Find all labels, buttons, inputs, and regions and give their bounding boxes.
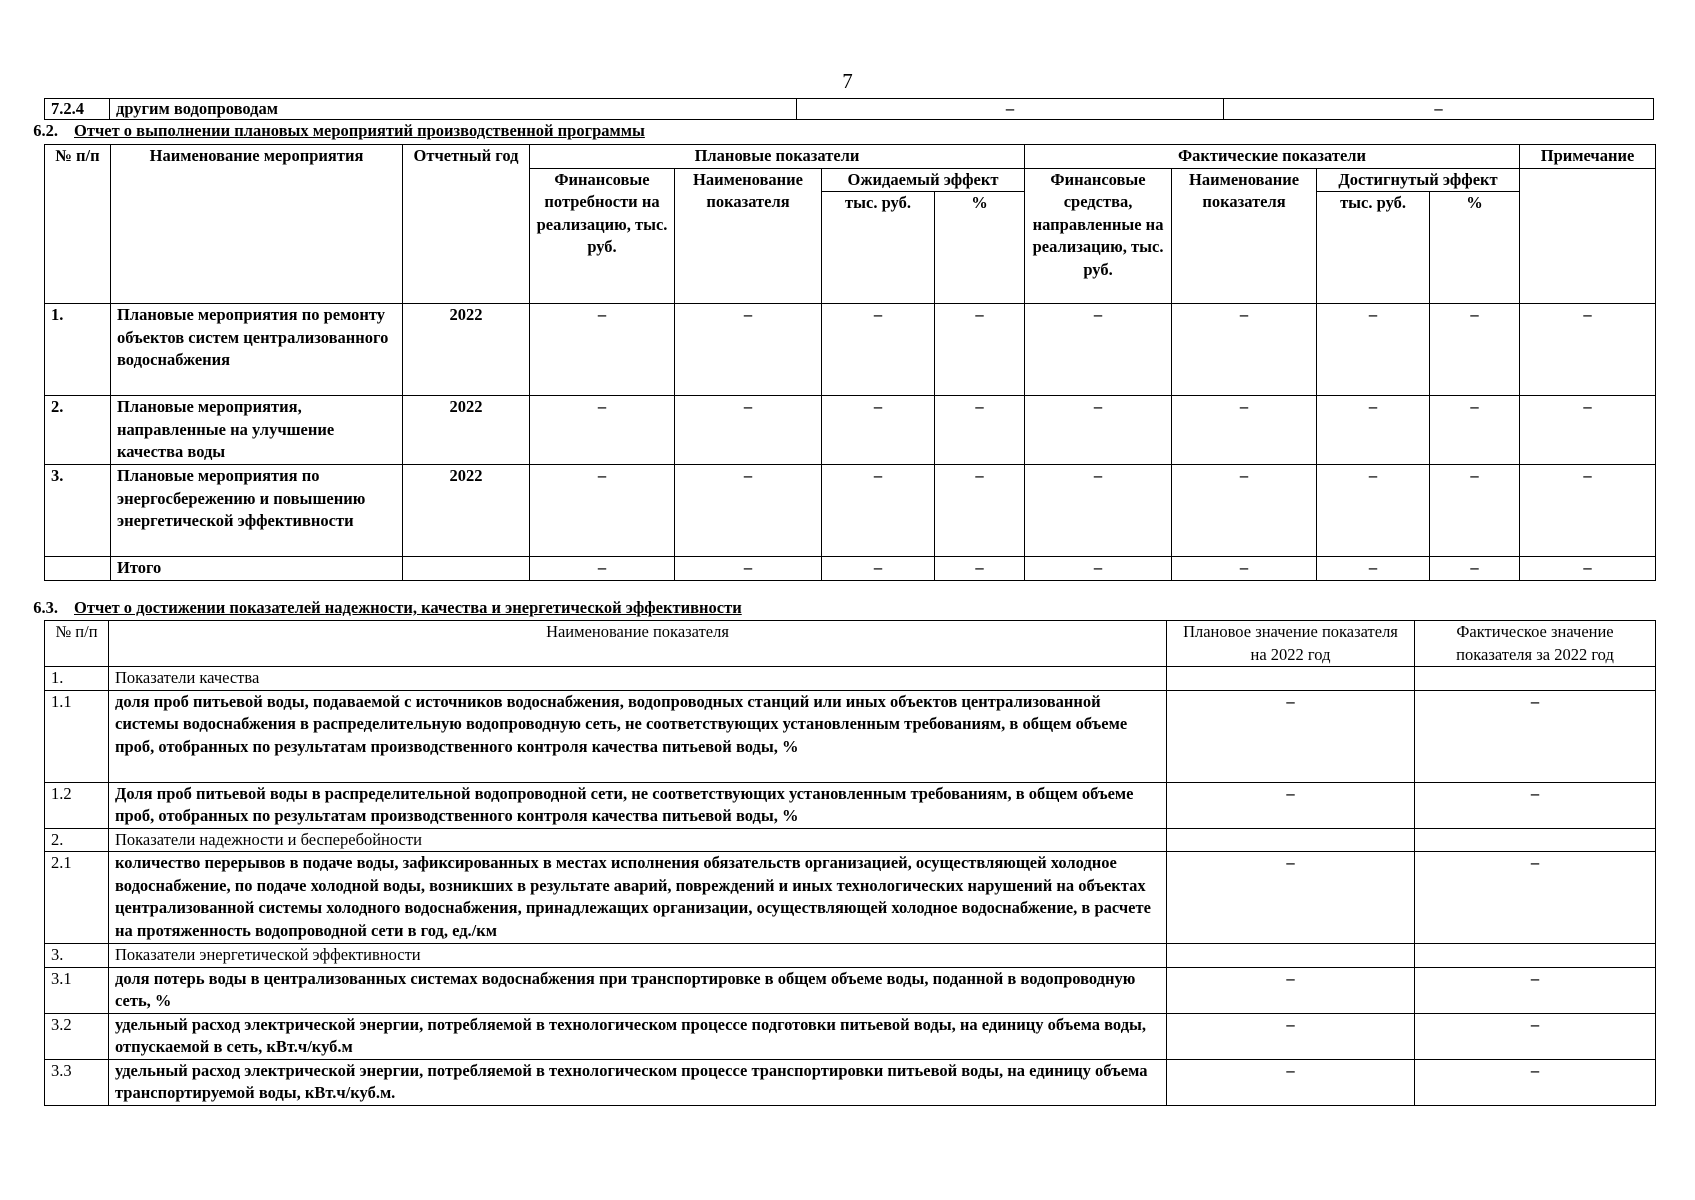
row-value: –	[797, 99, 1224, 120]
value-cell: –	[1317, 396, 1430, 465]
value-cell: –	[1172, 304, 1317, 396]
header-fact: Фактическое значение показателя за 2022 год	[1415, 621, 1656, 667]
table-row	[45, 1059, 1656, 1105]
value-cell: –	[1520, 304, 1656, 396]
row-number: 3.	[45, 465, 111, 557]
fact-cell: –	[1415, 852, 1656, 944]
plan-cell	[1167, 944, 1415, 968]
total-label: Итого	[111, 557, 403, 581]
value-cell: –	[1172, 465, 1317, 557]
value-cell: –	[1520, 557, 1656, 581]
header-row	[45, 145, 1656, 169]
value-cell: –	[1025, 557, 1172, 581]
table-row	[45, 690, 1656, 782]
plan-cell: –	[1167, 782, 1415, 828]
table-row	[45, 99, 1654, 120]
header-plan: Плановое значение показателя на 2022 год	[1167, 621, 1415, 667]
row-name: Показатели надежности и бесперебойности	[109, 828, 1167, 852]
fact-cell: –	[1415, 1013, 1656, 1059]
row-number: 3.3	[45, 1059, 109, 1105]
value-cell: –	[1430, 396, 1520, 465]
value-cell: –	[935, 396, 1025, 465]
row-name: Плановые мероприятия по ремонту объектов систем централизованного водоснабжения	[111, 304, 403, 396]
row-number: 3.	[45, 944, 109, 968]
header-actual: Фактические показатели	[1025, 145, 1520, 169]
row-name: Показатели энергетической эффективности	[109, 944, 1167, 968]
row-number: 1.2	[45, 782, 109, 828]
value-cell: –	[1317, 557, 1430, 581]
section-number: 6.2.	[33, 121, 58, 140]
value-cell: –	[1520, 465, 1656, 557]
row-name: Доля проб питьевой воды в распределительной водопроводной сети, не соответствующих установленным требованиям, в общем объеме проб, отобранных по результатам производственного контроля качества питьевой воды, %	[109, 782, 1167, 828]
header-row	[45, 621, 1656, 667]
value-cell: –	[1430, 304, 1520, 396]
value-cell: –	[675, 304, 822, 396]
table-row	[45, 782, 1656, 828]
value-cell: –	[822, 304, 935, 396]
header-plan-effect: Ожидаемый эффект	[822, 168, 1025, 192]
header-fact-effect: Достигнутый эффект	[1317, 168, 1520, 192]
table-row	[45, 304, 1656, 396]
row-name: удельный расход электрической энергии, потребляемой в технологическом процессе подготовки питьевой воды, на единицу объема воды, отпускаемой в сеть, кВт.ч/куб.м	[109, 1013, 1167, 1059]
row-name: доля проб питьевой воды, подаваемой с источников водоснабжения, водопроводных станций или иных объектов централизованной системы водоснабжения в распределительную водопроводную сеть, не соответствующих установленным требованиям, в общем объеме проб, отобранных по результатам производственного контроля качества питьевой воды, %	[109, 690, 1167, 782]
row-name: Плановые мероприятия по энергосбережению и повышению энергетической эффективности	[111, 465, 403, 557]
group-row	[45, 667, 1656, 691]
table-row	[45, 967, 1656, 1013]
row-number: 7.2.4	[45, 99, 110, 120]
value-cell: –	[1025, 304, 1172, 396]
header-year: Отчетный год	[403, 145, 530, 304]
group-row	[45, 944, 1656, 968]
plan-cell	[1167, 667, 1415, 691]
header-num: № п/п	[45, 621, 109, 667]
row-name: количество перерывов в подаче воды, зафиксированных в местах исполнения обязательств организацией, осуществляющей холодное водоснабжение, по подаче холодной воды, возникших в результате аварий, повреждений и иных технологических нарушений на объектах централизованной системы холодного водоснабжения, принадлежащих организации, осуществляющей холодное водоснабжение, в расчете на протяженность водопроводной сети в год, ед./км	[109, 852, 1167, 944]
table-row	[45, 465, 1656, 557]
value-cell: –	[675, 557, 822, 581]
plan-cell	[1167, 828, 1415, 852]
row-number	[45, 557, 111, 581]
fact-cell	[1415, 667, 1656, 691]
section-title: Отчет о достижении показателей надежности, качества и энергетической эффективности	[74, 598, 742, 617]
row-number: 1.1	[45, 690, 109, 782]
value-cell: –	[1172, 557, 1317, 581]
header-fact-pct: %	[1430, 192, 1520, 304]
page-number: 7	[842, 69, 853, 93]
row-year: 2022	[403, 396, 530, 465]
fact-cell: –	[1415, 690, 1656, 782]
value-cell: –	[530, 465, 675, 557]
planned-activities-table	[44, 144, 1656, 581]
section-62-title	[0, 120, 645, 142]
row-number: 3.1	[45, 967, 109, 1013]
row-number: 2.	[45, 828, 109, 852]
table-row	[45, 396, 1656, 465]
table-row	[45, 852, 1656, 944]
row-number: 3.2	[45, 1013, 109, 1059]
plan-cell: –	[1167, 1013, 1415, 1059]
value-cell: –	[935, 304, 1025, 396]
continuation-table	[44, 98, 1654, 120]
row-number: 1.	[45, 667, 109, 691]
value-cell: –	[1025, 465, 1172, 557]
section-number: 6.3.	[33, 598, 58, 617]
row-year	[403, 557, 530, 581]
header-name: Наименование мероприятия	[111, 145, 403, 304]
value-cell: –	[1172, 396, 1317, 465]
fact-cell: –	[1415, 782, 1656, 828]
table-row	[45, 1013, 1656, 1059]
fact-cell: –	[1415, 1059, 1656, 1105]
plan-cell: –	[1167, 852, 1415, 944]
header-planned: Плановые показатели	[530, 145, 1025, 169]
header-name: Наименование показателя	[109, 621, 1167, 667]
section-title: Отчет о выполнении плановых мероприятий производственной программы	[74, 121, 645, 140]
value-cell: –	[530, 304, 675, 396]
plan-cell: –	[1167, 967, 1415, 1013]
row-value: –	[1224, 99, 1654, 120]
section-63-title	[0, 597, 742, 619]
value-cell: –	[675, 465, 822, 557]
indicators-table	[44, 620, 1656, 1106]
header-note-blank	[1520, 168, 1656, 304]
value-cell: –	[822, 465, 935, 557]
header-plan-pct: %	[935, 192, 1025, 304]
header-plan-fin: Финансовые потребности на реализацию, тыс. руб.	[530, 168, 675, 304]
row-name: другим водопроводам	[110, 99, 797, 120]
plan-cell: –	[1167, 690, 1415, 782]
row-name: удельный расход электрической энергии, потребляемой в технологическом процессе транспортировки питьевой воды, на единицу объема транспортируемой воды, кВт.ч/куб.м.	[109, 1059, 1167, 1105]
row-year: 2022	[403, 304, 530, 396]
value-cell: –	[935, 465, 1025, 557]
value-cell: –	[1317, 304, 1430, 396]
value-cell: –	[1317, 465, 1430, 557]
value-cell: –	[530, 396, 675, 465]
total-row	[45, 557, 1656, 581]
header-fact-rub: тыс. руб.	[1317, 192, 1430, 304]
value-cell: –	[1430, 557, 1520, 581]
row-name: доля потерь воды в централизованных системах водоснабжения при транспортировке в общем объеме воды, поданной в водопроводную сеть, %	[109, 967, 1167, 1013]
plan-cell: –	[1167, 1059, 1415, 1105]
header-plan-rub: тыс. руб.	[822, 192, 935, 304]
row-year: 2022	[403, 465, 530, 557]
row-number: 1.	[45, 304, 111, 396]
group-row	[45, 828, 1656, 852]
fact-cell	[1415, 828, 1656, 852]
value-cell: –	[1430, 465, 1520, 557]
row-number: 2.1	[45, 852, 109, 944]
fact-cell	[1415, 944, 1656, 968]
value-cell: –	[822, 557, 935, 581]
row-name: Плановые мероприятия, направленные на улучшение качества воды	[111, 396, 403, 465]
header-note: Примечание	[1520, 145, 1656, 169]
fact-cell: –	[1415, 967, 1656, 1013]
header-plan-indicator: Наименование показателя	[675, 168, 822, 304]
value-cell: –	[1025, 396, 1172, 465]
row-name: Показатели качества	[109, 667, 1167, 691]
value-cell: –	[935, 557, 1025, 581]
header-num: № п/п	[45, 145, 111, 304]
header-fact-fin: Финансовые средства, направленные на реализацию, тыс. руб.	[1025, 168, 1172, 304]
value-cell: –	[822, 396, 935, 465]
value-cell: –	[1520, 396, 1656, 465]
value-cell: –	[675, 396, 822, 465]
row-number: 2.	[45, 396, 111, 465]
header-fact-indicator: Наименование показателя	[1172, 168, 1317, 304]
value-cell: –	[530, 557, 675, 581]
